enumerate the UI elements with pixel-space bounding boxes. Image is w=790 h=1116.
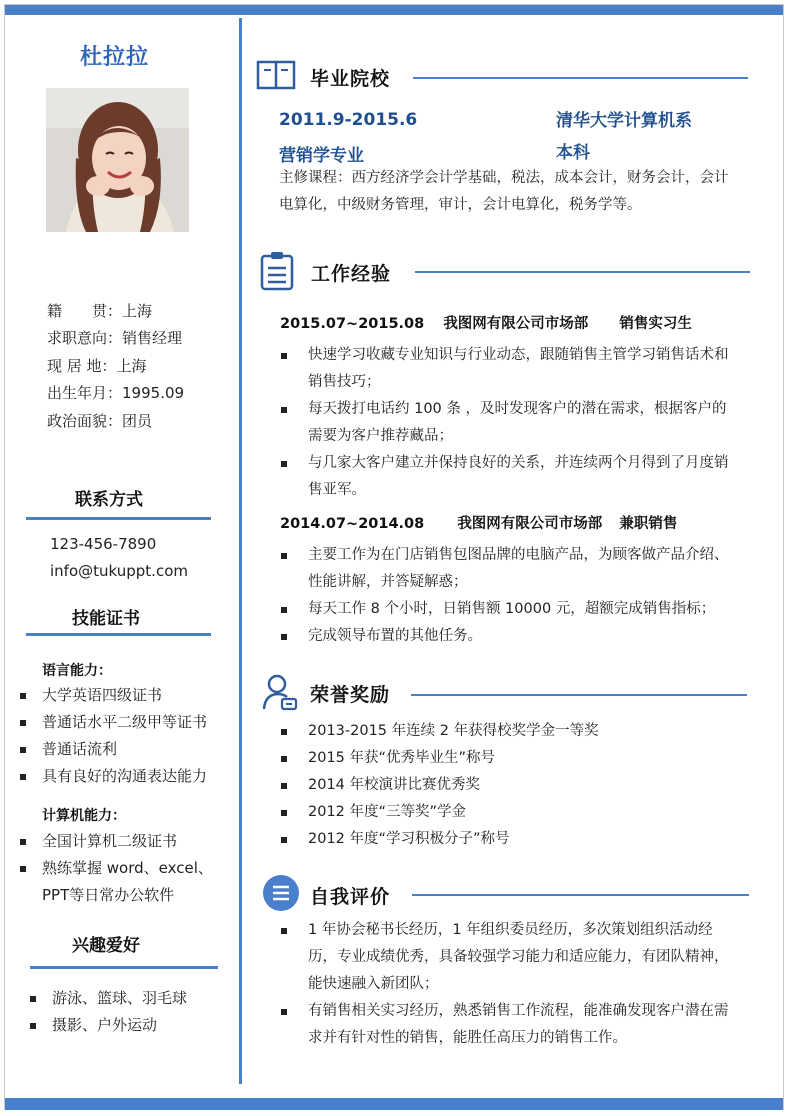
education-rule bbox=[413, 77, 748, 79]
awards-list bbox=[281, 718, 739, 853]
job-header bbox=[280, 512, 677, 533]
bottom-accent-bar bbox=[5, 1098, 783, 1110]
education-degree: 本科 bbox=[556, 143, 590, 163]
job-duties-list bbox=[281, 342, 739, 504]
job-role: 兼职销售 bbox=[619, 516, 678, 532]
book-icon bbox=[256, 58, 296, 96]
education-major: 营销学专业 bbox=[279, 146, 364, 166]
menu-circle-icon bbox=[262, 874, 300, 916]
skills-rule bbox=[26, 633, 211, 636]
candidate-name: 杜拉拉 bbox=[80, 45, 150, 70]
contact-heading: 联系方式 bbox=[75, 490, 143, 510]
education-school: 清华大学计算机系 bbox=[556, 111, 692, 131]
experience-heading: 工作经验 bbox=[311, 263, 392, 285]
self-eval-list bbox=[281, 917, 739, 1052]
list-item: 具有良好的沟通表达能力 bbox=[20, 763, 207, 790]
contact-rule bbox=[26, 517, 211, 520]
list-item: 与几家大客户建立并保持良好的关系，并连续两个月得到了月度销售亚军。 bbox=[281, 450, 739, 504]
list-item: 游泳、篮球、羽毛球 bbox=[30, 985, 187, 1012]
list-item: 2012 年度“三等奖”学金 bbox=[281, 799, 739, 826]
contact-phone: 123-456-7890 bbox=[50, 535, 157, 553]
contact-email: info@tukuppt.com bbox=[50, 562, 188, 580]
job-company: 我图网有限公司市场部 bbox=[457, 516, 603, 532]
education-courses: 主修课程：西方经济学会计学基础，税法，成本会计，财务会计，会计电算化，中级财务管理，审计，会计电算化，税务学等。 bbox=[279, 170, 729, 213]
self-eval-heading: 自我评价 bbox=[310, 886, 391, 908]
job-period: 2014.07~2014.08 bbox=[280, 516, 425, 532]
list-item: 每天拨打电话约 100 条 ，及时发现客户的潜在需求，根据客户的需要为客户推荐藏品； bbox=[281, 396, 739, 450]
hobbies-list bbox=[30, 985, 187, 1039]
list-item: 大学英语四级证书 bbox=[20, 682, 207, 709]
list-item: 2015 年获“优秀毕业生”称号 bbox=[281, 745, 739, 772]
info-row-birth: 出生年月：1995.09 bbox=[47, 384, 185, 403]
job-duties-list bbox=[281, 542, 739, 650]
job-company: 我图网有限公司市场部 bbox=[443, 316, 589, 332]
info-row-objective: 求职意向：销售经理 bbox=[47, 329, 183, 348]
hobbies-heading: 兴趣爱好 bbox=[72, 936, 140, 956]
education-heading: 毕业院校 bbox=[310, 68, 391, 90]
job-role: 销售实习生 bbox=[619, 316, 692, 332]
list-item: 普通话水平二级甲等证书 bbox=[20, 709, 207, 736]
list-item: 有销售相关实习经历，熟悉销售工作流程，能准确发现客户潜在需求并有针对性的销售，能胜任高压力的销售工作。 bbox=[281, 998, 739, 1052]
list-item: 2013-2015 年连续 2 年获得校奖学金一等奖 bbox=[281, 718, 739, 745]
job-period: 2015.07~2015.08 bbox=[280, 316, 425, 332]
list-item: 摄影、户外运动 bbox=[30, 1012, 187, 1039]
info-row-hometown: 籍 贯：上海 bbox=[47, 302, 153, 320]
personal-info bbox=[47, 298, 184, 435]
list-item: 2014 年校演讲比赛优秀奖 bbox=[281, 772, 739, 799]
skills-heading: 技能证书 bbox=[72, 609, 140, 629]
job-header bbox=[280, 312, 692, 333]
experience-rule bbox=[415, 271, 750, 273]
list-item: 主要工作为在门店销售包图品牌的电脑产品，为顾客做产品介绍、性能讲解，并答疑解惑； bbox=[281, 542, 739, 596]
info-row-political: 政治面貌：团员 bbox=[47, 411, 153, 430]
profile-photo bbox=[46, 88, 189, 232]
info-row-residence: 现 居 地：上海 bbox=[47, 356, 147, 375]
list-item: 1 年协会秘书长经历，1 年组织委员经历，多次策划组织活动经历，专业成绩优秀，具备较强学习能力和适应能力，有团队精神，能快速融入新团队； bbox=[281, 917, 739, 998]
list-item: 2012 年度“学习积极分子”称号 bbox=[281, 826, 739, 853]
list-item: 每天工作 8 个小时，日销售额 10000 元，超额完成销售指标； bbox=[281, 596, 739, 623]
list-item: 熟练掌握 word、excel、PPT等日常办公软件 bbox=[20, 855, 222, 909]
self-eval-rule bbox=[412, 894, 749, 896]
awards-heading: 荣誉奖励 bbox=[310, 684, 391, 706]
list-item: 完成领导布置的其他任务。 bbox=[281, 623, 739, 650]
top-accent-bar bbox=[5, 5, 783, 15]
column-divider bbox=[239, 18, 242, 1084]
list-item: 快速学习收藏专业知识与行业动态，跟随销售主管学习销售话术和销售技巧； bbox=[281, 342, 739, 396]
list-item: 全国计算机二级证书 bbox=[20, 828, 222, 855]
computer-label: 计算机能力： bbox=[42, 808, 126, 824]
list-item: 普通话流利 bbox=[20, 736, 207, 763]
language-list bbox=[20, 682, 207, 790]
language-label: 语言能力： bbox=[42, 663, 112, 679]
awards-rule bbox=[411, 694, 747, 696]
computer-list bbox=[20, 828, 222, 909]
person-badge-icon bbox=[262, 673, 298, 715]
education-period: 2011.9-2015.6 bbox=[279, 110, 418, 130]
clipboard-icon bbox=[260, 251, 294, 295]
hobbies-rule bbox=[30, 966, 218, 969]
